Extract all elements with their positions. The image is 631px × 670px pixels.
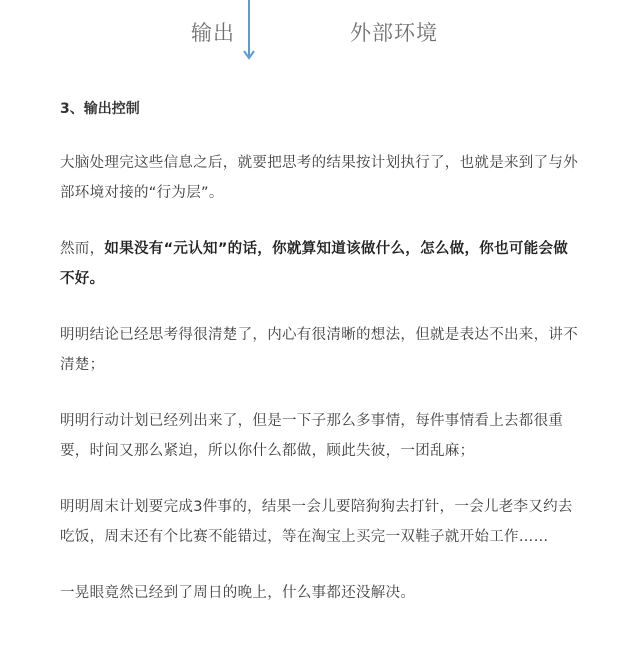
paragraph-text: 明明结论已经思考得很清楚了，内心有很清晰的想法，但就是表达不出来，讲不清楚； <box>60 327 578 373</box>
article-body <box>60 98 580 634</box>
paragraph <box>60 578 580 608</box>
paragraph-text: 一晃眼竟然已经到了周日的晚上，什么事都还没解决。 <box>60 585 416 601</box>
paragraph <box>60 492 580 552</box>
paragraph <box>60 234 580 294</box>
paragraph-text: 明明周末计划要完成3件事的，结果一会儿要陪狗狗去打针，一会儿老李又约去吃饭，周末还有个比赛不能错过，等在淘宝上买完一双鞋子就开始工作…… <box>60 499 573 545</box>
paragraph <box>60 406 580 466</box>
diagram-output-label: 输出 <box>191 21 235 45</box>
paragraph <box>60 148 580 208</box>
paragraph-text: 明明行动计划已经列出来了，但是一下子那么多事情，每件事情看上去都很重要，时间又那么紧迫，所以你什么都做，顾此失彼，一团乱麻； <box>60 413 564 459</box>
paragraph-bold-text: 如果没有“元认知”的话，你就算知道该做什么，怎么做，你也可能会做不好。 <box>60 241 569 287</box>
diagram-environment-label: 外部环境 <box>350 21 438 45</box>
paragraph <box>60 320 580 380</box>
flow-diagram <box>0 0 631 72</box>
paragraph-text: 然而， <box>60 241 105 257</box>
paragraph-text: 大脑处理完这些信息之后，就要把思考的结果按计划执行了，也就是来到了与外部环境对接的“行为层”。 <box>60 155 578 201</box>
down-arrow-icon <box>242 0 256 64</box>
section-heading: 3、输出控制 <box>60 101 140 117</box>
